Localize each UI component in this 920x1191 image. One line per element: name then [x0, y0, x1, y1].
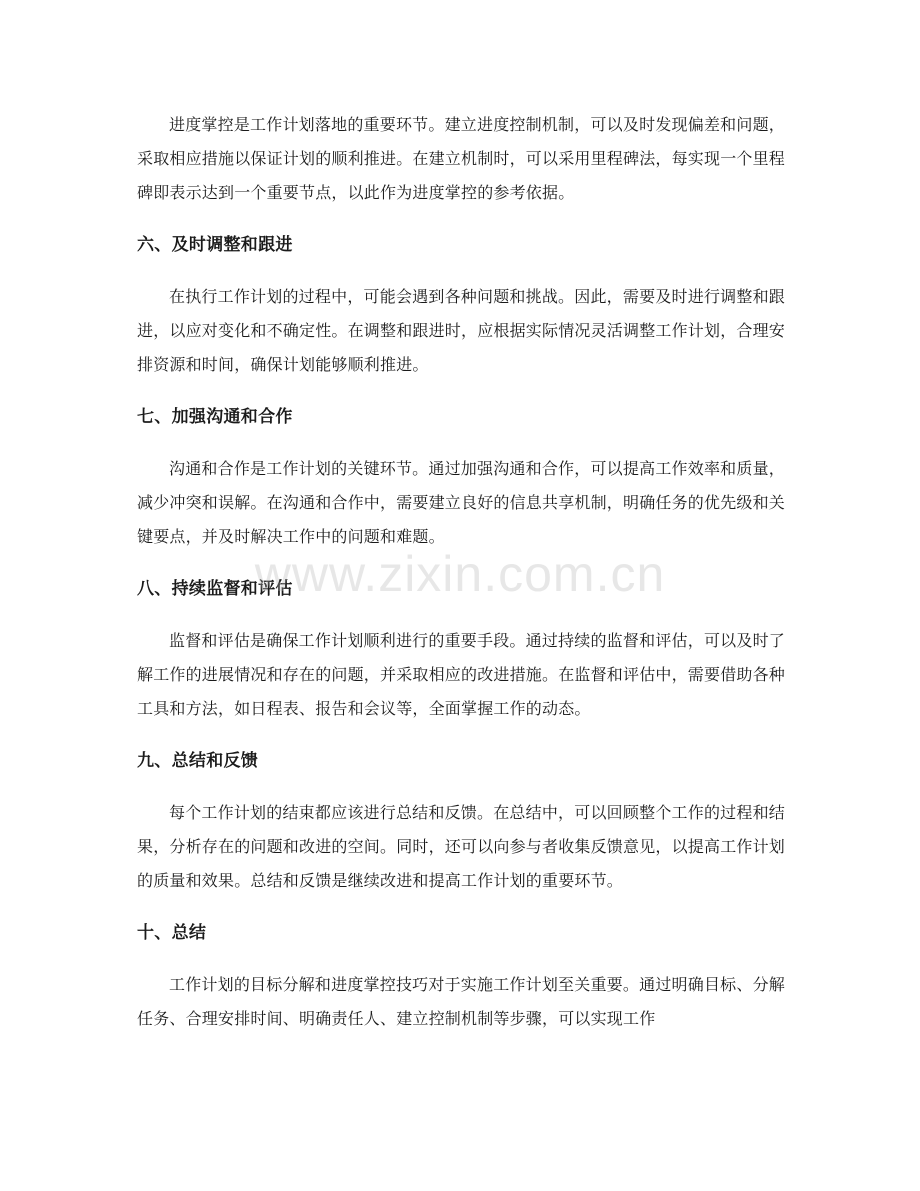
- section-6-heading: 六、及时调整和跟进: [137, 235, 293, 255]
- section-8-heading: 八、持续监督和评估: [137, 579, 293, 599]
- document-body: [137, 108, 785, 1036]
- section-10-heading: 十、总结: [137, 923, 207, 943]
- section-9-heading: 九、总结和反馈: [137, 751, 259, 771]
- section-7-paragraph: 沟通和合作是工作计划的关键环节。通过加强沟通和合作，可以提高工作效率和质量，减少冲突和误解。在沟通和合作中，需要建立良好的信息共享机制，明确任务的优先级和关键要点，并及时解决工作中的问题和难题。: [137, 459, 786, 546]
- intro-paragraph: 进度掌控是工作计划落地的重要环节。建立进度控制机制，可以及时发现偏差和问题，采取相应措施以保证计划的顺利推进。在建立机制时，可以采用里程碑法，每实现一个里程碑即表示达到一个重要节点，以此作为进度掌控的参考依据。: [137, 115, 786, 202]
- watermark-text: www.zixin.com.cn: [254, 546, 666, 602]
- section-7-heading: 七、加强沟通和合作: [137, 407, 293, 427]
- section-9-paragraph: 每个工作计划的结束都应该进行总结和反馈。在总结中，可以回顾整个工作的过程和结果，分析存在的问题和改进的空间。同时，还可以向参与者收集反馈意见，以提高工作计划的质量和效果。总结和反馈是继续改进和提高工作计划的重要环节。: [137, 803, 786, 890]
- section-8-paragraph: 监督和评估是确保工作计划顺利进行的重要手段。通过持续的监督和评估，可以及时了解工作的进展情况和存在的问题，并采取相应的改进措施。在监督和评估中，需要借助各种工具和方法，如日程表、报告和会议等，全面掌握工作的动态。: [137, 631, 786, 718]
- section-6-paragraph: 在执行工作计划的过程中，可能会遇到各种问题和挑战。因此，需要及时进行调整和跟进，以应对变化和不确定性。在调整和跟进时，应根据实际情况灵活调整工作计划，合理安排资源和时间，确保计划能够顺利推进。: [137, 287, 786, 374]
- section-10-paragraph: 工作计划的目标分解和进度掌控技巧对于实施工作计划至关重要。通过明确目标、分解任务、合理安排时间、明确责任人、建立控制机制等步骤，可以实现工作: [137, 975, 785, 1028]
